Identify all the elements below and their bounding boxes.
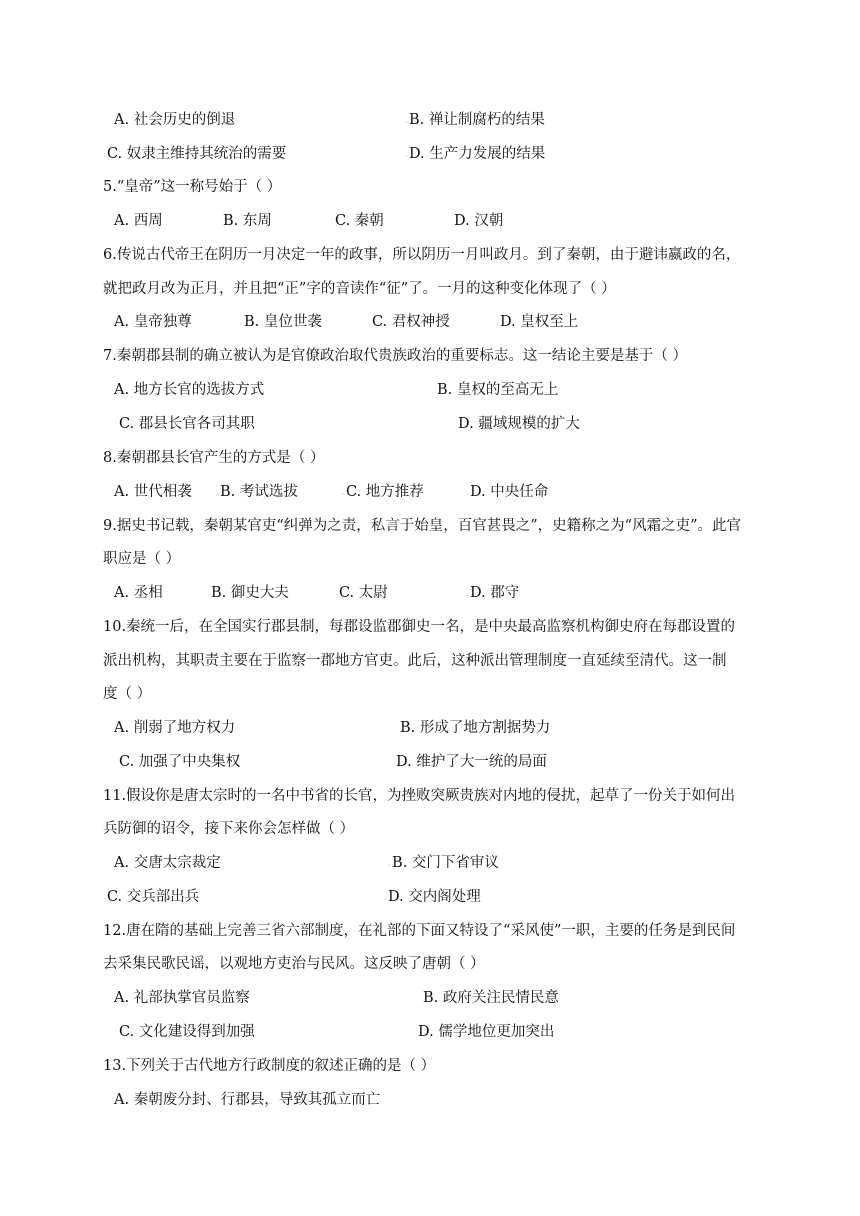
q8-stem: 8.秦朝郡县长官产生的方式是（ ） [103, 450, 325, 466]
q9-stem-line-2: 职应是（ ） [103, 551, 181, 567]
q11-option-c: ◦C. 交兵部出兵 [103, 889, 200, 905]
q10-option-b: B. 形成了地方割据势力 [400, 720, 551, 736]
q11-option-b: ◦B. 交门下省审议 [388, 855, 499, 871]
option-marker: ◦ [240, 322, 243, 328]
q8-option-d: ◦D. 中央任命 [466, 484, 549, 500]
q8-option-c: ◦C. 地方推荐 [342, 484, 424, 500]
option-marker: ◦ [466, 492, 469, 498]
option-marker: ◦ [103, 897, 106, 903]
option-marker: ◦ [388, 863, 391, 869]
q5-option-c: C. 秦朝 [335, 213, 384, 229]
q11-option-d: ◦D. 交内阁处理 [384, 889, 481, 905]
q8-option-b: ◦B. 考试选拔 [216, 484, 298, 500]
q11-option-a: A. 交唐太宗裁定 [114, 855, 221, 871]
option-marker: ◦ [405, 120, 408, 126]
q9-stem-line-1: 9.据史书记载，秦朝某官吏“纠弹为之责，私言于始皇，百官甚畏之”，史籍称之为“风霜之吏”。此官 [103, 518, 741, 534]
q7-stem: 7.秦朝郡县制的确立被认为是官僚政治取代贵族政治的重要标志。这一结论主要是基于（ ） [103, 348, 687, 364]
q5-option-a: A. 西周 [114, 213, 163, 229]
q9-option-b: ◦B. 御史大夫 [207, 585, 289, 601]
q4-option-d: ◦D. 生产力发展的结果 [405, 146, 546, 162]
q12-stem-line-2: 去采集民歌民谣，以观地方吏治与民风。这反映了唐朝（ ） [103, 956, 485, 972]
option-marker: ◦ [496, 322, 499, 328]
q9-option-d: ◦D. 郡守 [466, 585, 520, 601]
q11-stem-line-1: 11.假设你是唐太宗时的一名中书省的长官，为挫败突厥贵族对内地的侵扰，起草了一份关于如何出 [103, 788, 736, 804]
q10-option-a: A. 削弱了地方权力 [114, 720, 236, 736]
q10-stem-line-1: 10.秦统一后，在全国实行郡县制，每郡设监郡御史一名，是中央最高监察机构御史府在每郡设置的 [103, 619, 736, 635]
q7-option-c: C. 郡县长官各司其职 [119, 416, 255, 432]
q8-option-a: A. 世代相袭 [114, 484, 192, 500]
option-marker: ◦ [103, 154, 106, 160]
q12-option-c: C. 文化建设得到加强 [119, 1024, 255, 1040]
q12-option-b: B. 政府关注民情民意 [423, 990, 559, 1006]
option-marker: ◦ [368, 322, 371, 328]
option-marker: ◦ [342, 492, 345, 498]
q12-option-d: D. 儒学地位更加突出 [418, 1024, 555, 1040]
q10-stem-line-2: 派出机构，其职责主要在于监察一郡地方官吏。此后，这种派出管理制度一直延续至清代。这一制 [103, 653, 727, 669]
q7-option-a: A. 地方长官的选拔方式 [114, 382, 265, 398]
option-marker: ◦ [405, 154, 408, 160]
q10-option-c: C. 加强了中央集权 [119, 754, 241, 770]
q6-option-d: ◦D. 皇权至上 [496, 314, 579, 330]
q5-option-d: D. 汉朝 [454, 213, 504, 229]
q6-option-c: ◦C. 君权神授 [368, 314, 450, 330]
q6-stem-line-2: 就把政月改为正月，并且把“正”字的音读作“征”了。一月的这种变化体现了（ ） [103, 281, 616, 297]
q10-option-d: D. 维护了大一统的局面 [396, 754, 547, 770]
q4-option-a: A. 社会历史的倒退 [114, 112, 236, 128]
q13-stem: 13.下列关于古代地方行政制度的叙述正确的是（ ） [103, 1058, 436, 1074]
q4-option-c: ◦C. 奴隶主维持其统治的需要 [103, 146, 287, 162]
q12-option-a: A. 礼部执掌官员监察 [114, 990, 250, 1006]
q7-option-b: B. 皇权的至高无上 [437, 382, 559, 398]
q10-stem-line-3: 度（ ） [103, 686, 152, 702]
q6-option-b: ◦B. 皇位世袭 [240, 314, 322, 330]
q9-option-c: ◦C. 太尉 [335, 585, 388, 601]
q11-stem-line-2: 兵防御的诏令，接下来你会怎样做（ ） [103, 821, 355, 837]
q13-option-a: A. 秦朝废分封、行郡县，导致其孤立而亡 [114, 1092, 381, 1108]
option-marker: ◦ [466, 593, 469, 599]
q6-stem-line-1: 6.传说古代帝王在阴历一月决定一年的政事，所以阴历一月叫政月。到了秦朝，由于避讳嬴政的名， [103, 247, 741, 263]
q5-option-b: B. 东周 [223, 213, 272, 229]
option-marker: ◦ [216, 492, 219, 498]
q7-option-d: D. 疆域规模的扩大 [458, 416, 580, 432]
q6-option-a: A. 皇帝独尊 [114, 314, 192, 330]
q5-stem: 5.“皇帝”这一称号始于（ ） [103, 179, 282, 195]
option-marker: ◦ [384, 897, 387, 903]
q9-option-a: A. 丞相 [114, 585, 163, 601]
q4-option-b: ◦B. 禅让制腐朽的结果 [405, 112, 545, 128]
option-marker: ◦ [335, 593, 338, 599]
q12-stem-line-1: 12.唐在隋的基础上完善三省六部制度，在礼部的下面又特设了“采风使”一职，主要的任务是到民间 [103, 923, 736, 939]
option-marker: ◦ [207, 593, 210, 599]
